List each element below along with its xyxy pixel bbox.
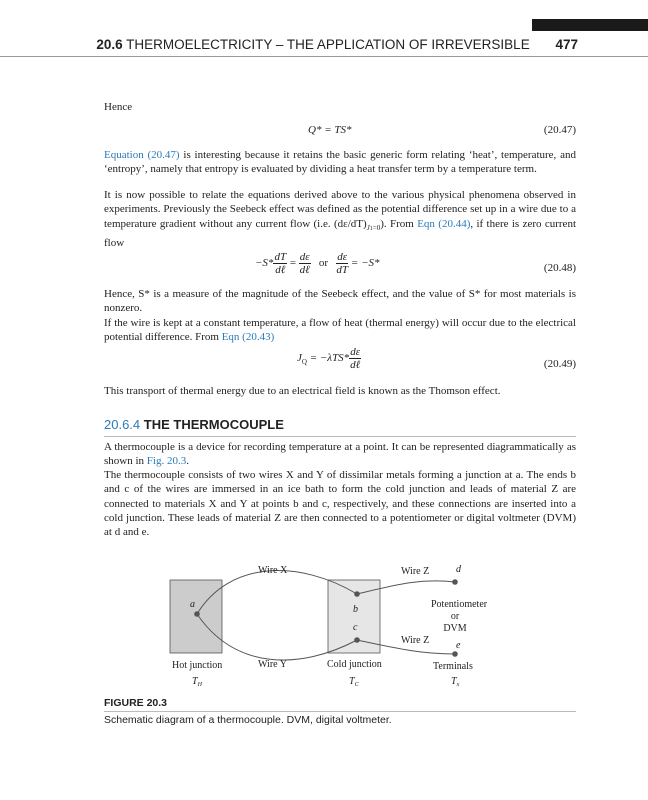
- subsection-paragraph-1-end: .: [186, 455, 189, 468]
- hot-junction-label: Hot junction: [172, 660, 223, 671]
- point-e-label: e: [456, 640, 461, 651]
- subsection-title: THE THERMOCOUPLE: [143, 417, 284, 432]
- wire-y-label: Wire Y: [258, 659, 287, 670]
- terminal-d-dot: [452, 579, 458, 585]
- eq-20-48-lhs: −S*: [255, 257, 274, 270]
- junction-a-dot: [194, 611, 200, 617]
- figure-caption: Schematic diagram of a thermocouple. DVM, digital voltmeter.: [104, 714, 392, 726]
- subsection-paragraph-2: The thermocouple consists of two wires X and Y of dissimilar metals forming a junction at a. The ends b and c of the wires are immersed in an ice bath to form the cold junction and leads of material Z are connected to materials X and Y at points b and c, respectively, and these connections are inserted into a cold junction. These leads of material Z are then connected to a potentiometer or digital voltmeter (DVM) at d and e.: [104, 469, 576, 539]
- paragraph-2-text-b: ). From: [380, 217, 418, 230]
- eq-20-49-frac-den: dℓ: [350, 359, 361, 371]
- eq-20-47-expr: Q* = TS*: [308, 124, 352, 136]
- eq-20-49-lhs-sub: Q: [301, 358, 307, 367]
- point-c-label: c: [353, 622, 358, 633]
- equation-number-20-47: (20.47): [543, 124, 576, 136]
- eq-20-48-frac2-den: dℓ: [299, 264, 310, 276]
- equation-number-20-49: (20.49): [543, 358, 576, 370]
- eq-20-48-frac1-num: dT: [274, 251, 287, 263]
- paragraph-1-text: is interesting because it retains the basic generic form relating ‘heat’, temperature, and ‘entropy’, namely that entropy is evaluated by dividing a heat transfer term by a temperature term.: [104, 149, 576, 176]
- potentiometer-label-line3: DVM: [443, 623, 467, 634]
- eq-20-48-frac3-num: dε: [337, 251, 348, 263]
- paragraph-2-sub-1: 1: [369, 225, 373, 232]
- link-fig-20-3[interactable]: Fig. 20.3: [146, 455, 187, 468]
- paragraph-2-sub-eq: =0: [372, 223, 381, 232]
- cold-temp-label: $T_C$: [349, 676, 359, 688]
- junction-b-dot: [354, 591, 360, 597]
- junction-c-dot: [354, 637, 360, 643]
- eq-20-48-equals: =: [289, 257, 297, 270]
- eq-20-48-frac2-num: dε: [299, 251, 310, 263]
- equation-number-20-48: (20.48): [543, 262, 576, 274]
- point-a-label: a: [190, 599, 195, 610]
- subsection-paragraph-1-text: A thermocouple is a device for recording temperature at a point. It can be represented diagrammatically as shown in: [104, 441, 576, 468]
- eq-20-48-or: or: [318, 257, 329, 270]
- figure-label: FIGURE 20.3: [104, 697, 168, 709]
- potentiometer-label-line1: Potentiometer: [431, 599, 488, 610]
- terminals-label: Terminals: [433, 661, 473, 672]
- paragraph-5: This transport of thermal energy due to an electrical field is known as the Thomson effect.: [104, 385, 501, 397]
- hot-temp-label: $T_H$: [192, 676, 202, 688]
- eq-20-49-lhs: J: [297, 352, 302, 365]
- figure-rule: [104, 711, 576, 712]
- paragraph-4-text: If the wire is kept at a constant temperature, a flow of heat (thermal energy) will occur due to the electrical potential difference. From: [104, 317, 576, 344]
- paragraph-2-sub-j: J: [366, 223, 370, 232]
- section-title: THERMOELECTRICITY – THE APPLICATION OF IRREVERSIBLE: [126, 37, 530, 52]
- link-eqn-20-43[interactable]: Eqn (20.43): [221, 331, 275, 344]
- terminal-temp-label: $T_x$: [451, 676, 460, 688]
- eq-20-48-frac1-den: dℓ: [275, 264, 286, 276]
- wire-z-top-label: Wire Z: [401, 566, 430, 577]
- eq-20-48-rhs: = −S*: [350, 257, 380, 270]
- subsection-number: 20.6.4: [104, 417, 141, 432]
- section-number: 20.6: [96, 37, 123, 52]
- link-eqn-20-44[interactable]: Eqn (20.44): [417, 217, 471, 230]
- link-equation-20-47[interactable]: Equation (20.47): [104, 149, 180, 161]
- terminal-e-dot: [452, 651, 458, 657]
- wire-x-label: Wire X: [258, 565, 288, 576]
- eq-20-49-frac-num: dε: [350, 346, 361, 358]
- eq-20-49-mid: = −λTS*: [306, 352, 350, 365]
- hence-label: Hence: [104, 101, 133, 113]
- eq-20-48-frac3-den: dT: [336, 264, 349, 276]
- paragraph-2-text-c: , if there is zero current flow: [104, 217, 576, 250]
- point-b-label: b: [353, 604, 358, 615]
- wire-z-bottom-label: Wire Z: [401, 635, 430, 646]
- paragraph-3: Hence, S* is a measure of the magnitude of the Seebeck effect, and the value of S* for most materials is nonzero.: [104, 288, 576, 315]
- page-number: 477: [555, 37, 578, 52]
- paragraph-2-text-a: It is now possible to relate the equations derived above to the various physical phenomena observed in experiments. Previously the Seebeck effect was defined as the potential difference set up in a wire due to a temperature gradient without any current flow (i.e. (dε/dT): [104, 189, 576, 230]
- potentiometer-label-line2: or: [450, 611, 460, 622]
- point-d-label: d: [456, 564, 461, 575]
- cold-junction-label: Cold junction: [327, 659, 382, 670]
